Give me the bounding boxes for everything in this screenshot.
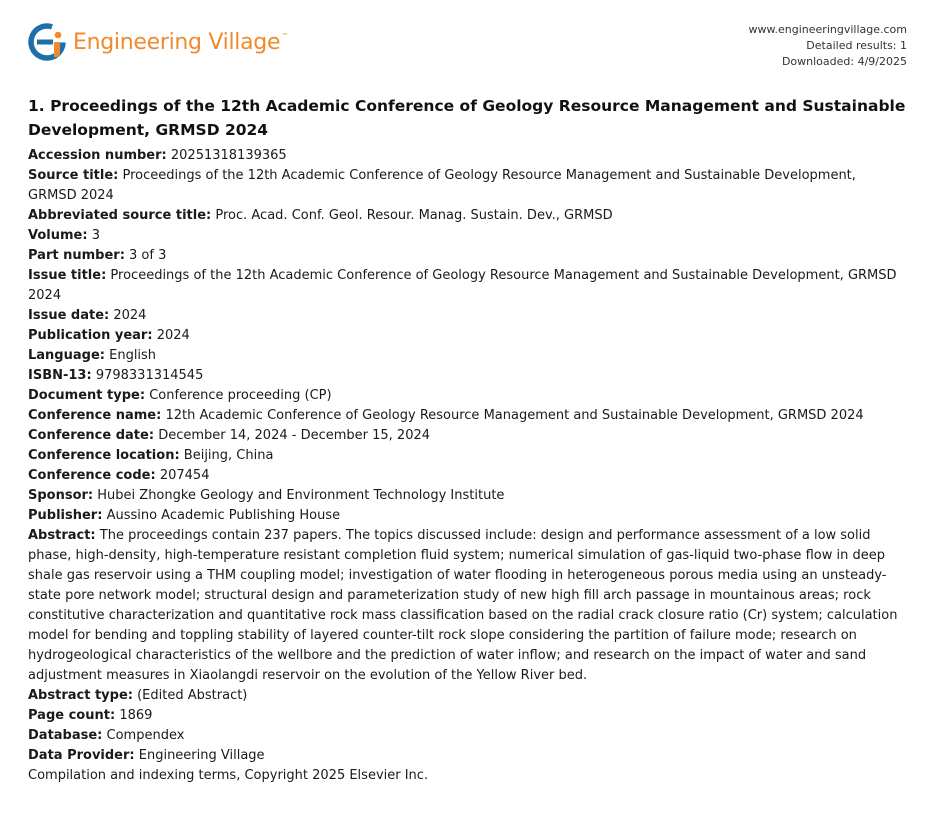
field-value: Proc. Acad. Conf. Geol. Resour. Manag. Sustain. Dev., GRMSD	[215, 208, 613, 223]
field-value: Proceedings of the 12th Academic Conference of Geology Resource Management and Sustainable Development, GRMSD 2024	[28, 268, 897, 303]
field-issue-title	[28, 266, 908, 306]
field-label: Document type:	[28, 388, 146, 403]
field-label: Publisher:	[28, 508, 103, 523]
field-label: Abstract:	[28, 528, 96, 543]
field-part-number	[28, 246, 908, 266]
field-label: Abbreviated source title:	[28, 208, 212, 223]
field-abstract	[28, 526, 908, 686]
downloaded-date: Downloaded: 4/9/2025	[781, 55, 907, 68]
field-label: Part number:	[28, 248, 125, 263]
field-language	[28, 346, 908, 366]
field-label: Accession number:	[28, 148, 167, 163]
record-entry	[28, 94, 908, 786]
field-publication-year	[28, 326, 908, 346]
field-value: Aussino Academic Publishing House	[106, 508, 341, 523]
field-publisher	[28, 506, 908, 526]
field-value: Hubei Zhongke Geology and Environment Technology Institute	[97, 488, 505, 503]
field-label: Page count:	[28, 708, 116, 723]
field-value: Conference proceeding (CP)	[149, 388, 332, 403]
logo-text: Engineering Village™	[73, 30, 288, 55]
field-value: Proceedings of the 12th Academic Conference of Geology Resource Management and Sustainable Development, GRMSD 2024	[28, 168, 856, 203]
copyright-notice: Compilation and indexing terms, Copyright 2025 Elsevier Inc.	[28, 768, 429, 783]
field-value: 3	[91, 228, 100, 243]
field-value: Beijing, China	[183, 448, 274, 463]
field-isbn-13	[28, 366, 908, 386]
field-label: Database:	[28, 728, 103, 743]
field-label: Sponsor:	[28, 488, 94, 503]
field-value: 9798331314545	[95, 368, 204, 383]
field-sponsor	[28, 486, 908, 506]
field-conference-location	[28, 446, 908, 466]
field-value: 12th Academic Conference of Geology Resource Management and Sustainable Development, GRMSD 2024	[165, 408, 864, 423]
field-label: Issue title:	[28, 268, 107, 283]
field-database	[28, 726, 908, 746]
field-label: Publication year:	[28, 328, 153, 343]
field-abstract-type	[28, 686, 908, 706]
field-label: Language:	[28, 348, 105, 363]
download-meta	[749, 22, 907, 70]
field-abbreviated-source-title	[28, 206, 908, 226]
field-value: 3 of 3	[129, 248, 167, 263]
field-label: Data Provider:	[28, 748, 135, 763]
field-value: Engineering Village	[138, 748, 265, 763]
field-value: 207454	[159, 468, 210, 483]
field-accession-number	[28, 146, 908, 166]
field-label: ISBN-13:	[28, 368, 92, 383]
field-issue-date	[28, 306, 908, 326]
field-value: The proceedings contain 237 papers. The topics discussed include: design and performance assessment of a low solid phase, high-density, high-temperature resistant completion fluid system; numerical simulation of gas-liquid two-phase flow in deep shale gas reservoir using a THM coupling model; investigation of water flooding in heterogeneous porous media using an unsteady-state pore network model; structural design and parameterization study of new high fill arch passage in mountainous areas; rock constitutive characterization and quantitative rock mass classification based on the radial crack closure ratio (Cr) system; calculation model for bending and toppling stability of layered counter-tilt rock slope considering the partition of failure mode; research on hydrogeological characteristics of the wellbore and the prediction of water inflow; and research on the impact of water and sand adjustment measures in Xiaolangdi reservoir on the evolution of the Yellow River bed.	[28, 528, 898, 683]
field-value: English	[109, 348, 157, 363]
detailed-results-count: Detailed results: 1	[806, 39, 907, 52]
field-label: Abstract type:	[28, 688, 133, 703]
record-title: 1. Proceedings of the 12th Academic Conference of Geology Resource Management and Sustainable Development, GRMSD 2024	[28, 97, 906, 139]
field-data-provider	[28, 746, 908, 766]
field-document-type	[28, 386, 908, 406]
engineering-village-logo-icon	[27, 22, 67, 62]
field-value: Compendex	[106, 728, 185, 743]
field-page-count	[28, 706, 908, 726]
field-volume	[28, 226, 908, 246]
field-value: 20251318139365	[170, 148, 287, 163]
field-value: (Edited Abstract)	[137, 688, 248, 703]
field-conference-code	[28, 466, 908, 486]
field-label: Conference code:	[28, 468, 156, 483]
field-source-title	[28, 166, 908, 206]
field-conference-date	[28, 426, 908, 446]
field-label: Conference date:	[28, 428, 155, 443]
field-value: 1869	[119, 708, 153, 723]
page-header	[0, 0, 943, 90]
field-label: Conference location:	[28, 448, 180, 463]
field-label: Conference name:	[28, 408, 162, 423]
field-value: 2024	[156, 328, 190, 343]
field-label: Volume:	[28, 228, 88, 243]
site-url: www.engineeringvillage.com	[748, 23, 907, 36]
field-value: December 14, 2024 - December 15, 2024	[158, 428, 431, 443]
field-value: 2024	[113, 308, 147, 323]
field-label: Source title:	[28, 168, 119, 183]
field-label: Issue date:	[28, 308, 110, 323]
trademark-symbol: ™	[281, 32, 288, 40]
engineering-village-logo[interactable]	[27, 22, 288, 62]
record-fields	[28, 146, 908, 766]
field-conference-name	[28, 406, 908, 426]
